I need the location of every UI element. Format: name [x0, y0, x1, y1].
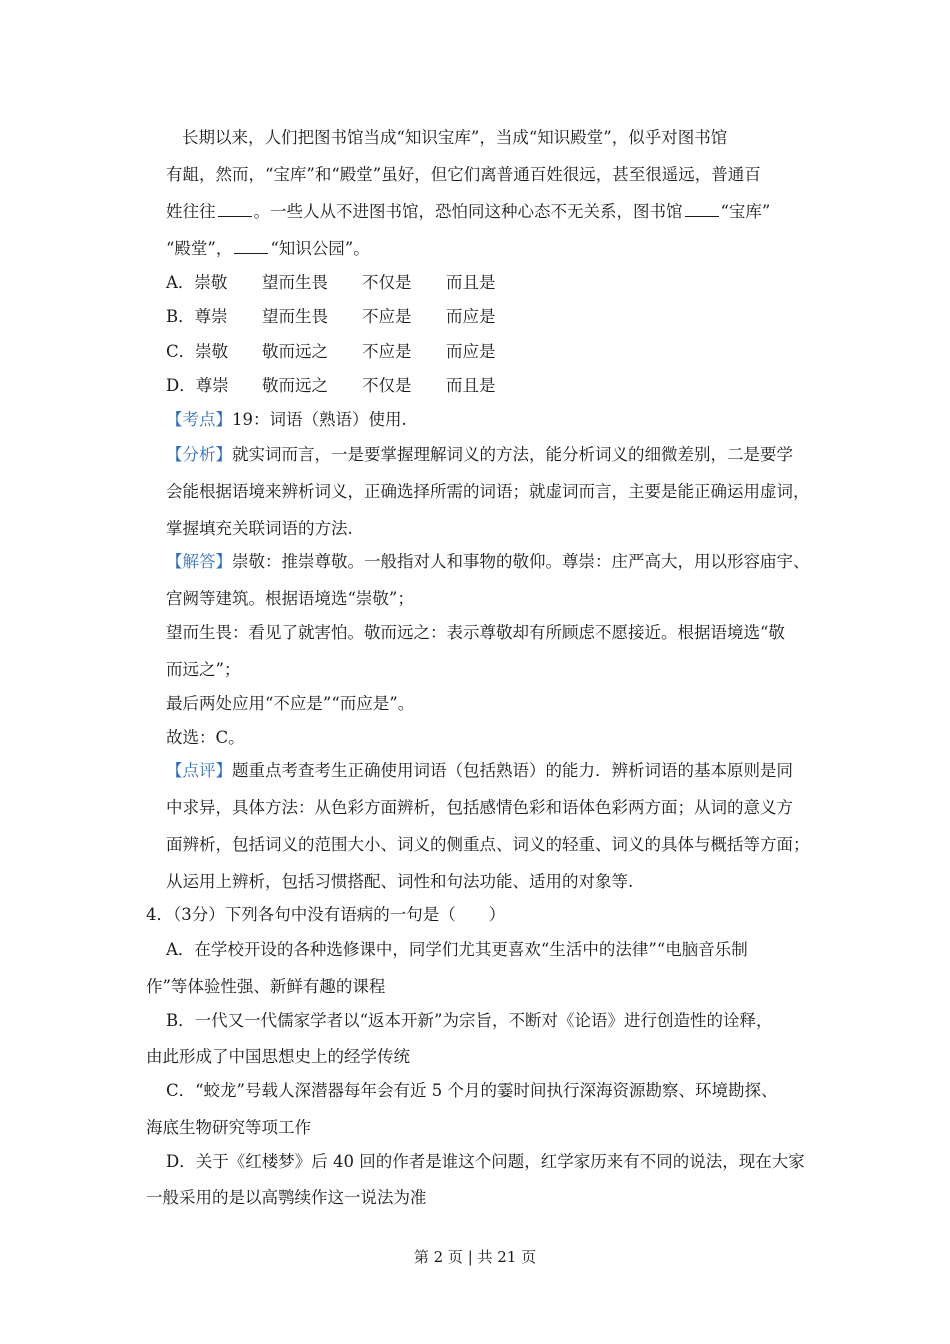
- jieda-line-2: 宫阙等建筑。根据语境选“崇敬”；: [166, 589, 414, 608]
- fenxi-line-1: [166, 444, 793, 466]
- option-word: 而且是: [446, 376, 496, 395]
- option-c: [166, 341, 496, 363]
- passage-line-1: 长期以来，人们把图书馆当成“知识宝库”，当成“知识殿堂”，似乎对图书馆: [182, 128, 728, 147]
- q4-option-c-line-2: 海底生物研究等项工作: [146, 1118, 311, 1137]
- fill-blank-1: [218, 201, 252, 217]
- kaodian-text: 19：词语（熟语）使用.: [232, 410, 407, 429]
- passage-text: “知识公园”。: [270, 239, 370, 258]
- q4-option-b-line-1: B．一代又一代儒家学者以“返本开新”为宗旨，不断对《论语》进行创造性的诠释，: [166, 1011, 773, 1030]
- q4-stem: 4．（3分）下列各句中没有语病的一句是（ ）: [146, 905, 506, 924]
- dianping-line-2: 中求异，具体方法：从色彩方面辨析，包括感情色彩和语体色彩两方面；从词的意义方: [166, 798, 793, 817]
- q4-option-a-line-2: 作”等体验性强、新鲜有趣的课程: [146, 977, 386, 996]
- dianping-text: 题重点考查考生正确使用词语（包括熟语）的能力．辨析词语的基本原则是同: [232, 761, 793, 780]
- jieda-line-3: 望而生畏：看见了就害怕。敬而远之：表示尊敬却有所顾虑不愿接近。根据语境选“敬: [166, 623, 785, 642]
- option-word: 望而生畏: [262, 307, 328, 326]
- option-word: 不仅是: [362, 376, 412, 395]
- option-d: [166, 375, 496, 397]
- option-word: 望而生畏: [262, 273, 328, 292]
- option-label: C．崇敬: [166, 342, 229, 361]
- option-word: 敬而远之: [262, 342, 328, 361]
- passage-text: “宝库”: [720, 202, 771, 221]
- jieda-line-1: [166, 551, 810, 573]
- option-word: 而且是: [446, 273, 496, 292]
- option-word: 不仅是: [362, 273, 412, 292]
- fill-blank-3: [685, 201, 719, 217]
- fenxi-line-3: 掌握填充关联词语的方法.: [166, 519, 353, 538]
- fenxi-line-2: 会能根据语境来辨析词义，正确选择所需的词语；就虚词而言，主要是能正确运用虚词，: [166, 482, 810, 501]
- fill-blank-4: [234, 238, 268, 254]
- fenxi-text: 就实词而言，一是要掌握理解词义的方法，能分析词义的细微差别，二是要学: [232, 445, 793, 464]
- jieda-text: 崇敬：推崇尊敬。一般指对人和事物的敬仰。尊崇：庄严高大，用以形容庙宇、: [232, 552, 810, 571]
- passage-text: 。一些人从不进图书馆，恐怕同这种心态不无关系，图书馆: [253, 202, 683, 221]
- option-word: 敬而远之: [262, 376, 328, 395]
- option-word: 而应是: [446, 342, 496, 361]
- q4-option-c-line-1: C．“蛟龙”号载人深潜器每年会有近 5 个月的霎时间执行深海资源勘察、环境勘探、: [166, 1081, 778, 1100]
- passage-text: 姓往往: [166, 202, 216, 221]
- kaodian-line: [166, 409, 407, 431]
- q4-option-d-line-1: D．关于《红楼梦》后 40 回的作者是谁这个问题，红学家历来有不同的说法，现在大家: [166, 1152, 805, 1171]
- q4-option-a-line-1: A．在学校开设的各种选修课中，同学们尤其更喜欢“生活中的法律”“电脑音乐制: [166, 940, 748, 959]
- option-word: 不应是: [362, 307, 412, 326]
- passage-text: “殿堂”，: [166, 239, 233, 258]
- dianping-line-4: 从运用上辨析，包括习惯搭配、词性和句法功能、适用的对象等.: [166, 872, 634, 891]
- passage-line-2: 有龃，然而，“宝库”和“殿堂”虽好，但它们离普通百姓很远，甚至很遥远，普通百: [166, 165, 761, 184]
- jieda-line-5: 最后两处应用“不应是”“而应是”。: [166, 694, 415, 713]
- option-label: A．崇敬: [166, 273, 228, 292]
- passage-line-4: [166, 238, 370, 260]
- passage-line-3: [166, 201, 770, 223]
- option-word: 不应是: [362, 342, 412, 361]
- dianping-line-3: 面辨析，包括词义的范围大小、词义的侧重点、词义的轻重、词义的具体与概括等方面；: [166, 835, 810, 854]
- q4-option-d-line-2: 一般采用的是以高鹗续作这一说法为准: [146, 1188, 427, 1207]
- option-b: [166, 306, 496, 328]
- fenxi-tag: 【分析】: [166, 445, 232, 464]
- dianping-tag: 【点评】: [166, 761, 232, 780]
- jieda-line-4: 而远之”；: [166, 660, 241, 679]
- dianping-line-1: [166, 760, 793, 782]
- option-a: [166, 272, 496, 294]
- option-label: B．尊崇: [166, 307, 228, 326]
- jieda-tag: 【解答】: [166, 552, 232, 571]
- option-word: 而应是: [446, 307, 496, 326]
- page-footer: 第 2 页 | 共 21 页: [413, 1248, 537, 1266]
- option-label: D．尊崇: [166, 376, 229, 395]
- kaodian-tag: 【考点】: [166, 410, 232, 429]
- jieda-line-6: 故选：C。: [166, 728, 245, 747]
- q4-option-b-line-2: 由此形成了中国思想史上的经学传统: [146, 1047, 410, 1066]
